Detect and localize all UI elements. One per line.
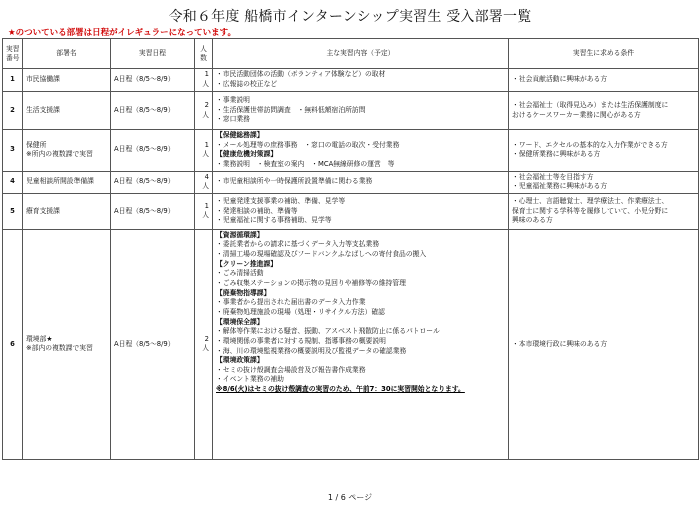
row-number: 4 [3,171,23,193]
training-content: 【保健総務課】 ・メール処理等の庶務事務 ・窓口の電話の取次・受付業務 【健康危機対策課】 ・業務説明 ・検査室の案内 ・MCA無線研修の運営 等 [213,130,509,172]
table-body [3,69,699,460]
table-row [3,130,699,172]
department-name: 児童相談所開設準備課 [23,171,111,193]
schedule: A日程（8/5～8/9） [111,130,195,172]
participant-count: 1人 [195,69,213,92]
row-number: 1 [3,69,23,92]
training-content: ・市児童相談所や一時保護所設置準備に関わる業務 [213,171,509,193]
participant-count: 4人 [195,171,213,193]
table-row [3,69,699,92]
header-department: 部署名 [23,39,111,69]
participant-count: 1人 [195,193,213,229]
department-name: 環境部★ ※部内の複数課で実習 [23,229,111,459]
training-content: 【資源循環課】 ・委託業者からの請求に基づくデータ入力等支払業務 ・清掃工場の現場確認及びフードバンクふなばしへの寄付食品の搬入 【クリーン推進課】 ・ごみ清掃活動 ・ごみ収集ステーションの掲示物の見回りや補修等の維持管理 【廃棄物指導課】 ・事業者から提出された届出書のデータ入力作業 ・廃棄物処理施設の現場（処理・リサイクル方法）確認 【環境保全課】 ・解体等作業における騒音、振動、アスベスト飛散防止に係るパトロール ・環境関係の事業者に対する規制、指導事務の概要説明 ・海、川の環境監視業務の概要説明及び監視データの確認業務 【環境政策課】 ・セミの抜け殻調査会場設営及び報告書作成業務 ・イベント業務の補助 ※8/6(火)はセミの抜け殻調査の実習のため、午前7：30に実習開始となります。 [213,229,509,459]
row-number: 6 [3,229,23,459]
table-header-row [3,39,699,69]
page-title: 令和６年度 船橋市インターンシップ実習生 受入部署一覧 [168,9,532,25]
required-conditions: ・社会貢献活動に興味がある方 [509,69,699,92]
required-conditions: ・社会福祉士（取得見込み）または生活保護制度に おけるケースワーカー業務に関心がある方 [509,92,699,130]
irregular-schedule-note: ★のついている部署は日程がイレギュラーになっています。 [8,28,236,38]
department-name: 保健所 ※所内の複数課で実習 [23,130,111,172]
table-row [3,92,699,130]
header-content: 主な実習内容（予定） [213,39,509,69]
training-content: ・市民活動団体の活動（ボランティア体験など）の取材 ・広報誌の校正など [213,69,509,92]
required-conditions: ・ワード、エクセルの基本的な入力作業ができる方 ・保健所業務に興味がある方 [509,130,699,172]
required-conditions: ・本市環境行政に興味のある方 [509,229,699,459]
schedule: A日程（8/5～8/9） [111,92,195,130]
participant-count: 1人 [195,130,213,172]
department-name: 市民協働課 [23,69,111,92]
header-count: 人数 [195,39,213,69]
row-number: 2 [3,92,23,130]
training-content: ・事業説明 ・生活保護世帯訪問調査 ・無料低額宿泊所訪問 ・窓口業務 [213,92,509,130]
page-number: 1 / 6 ページ [327,493,373,502]
schedule: A日程（8/5～8/9） [111,229,195,459]
header-conditions: 実習生に求める条件 [509,39,699,69]
training-content: ・児童発達支援事業の補助、準備、見学等 ・発達相談の補助、準備等 ・児童福祉に関する事務補助、見学等 [213,193,509,229]
schedule: A日程（8/5～8/9） [111,171,195,193]
table-row [3,193,699,229]
row-number: 3 [3,130,23,172]
table-row [3,229,699,459]
row-number: 5 [3,193,23,229]
department-table [2,38,699,460]
table-row [3,171,699,193]
participant-count: 2人 [195,92,213,130]
department-name: 療育支援課 [23,193,111,229]
required-conditions: ・社会福祉士等を目指す方 ・児童福祉業務に興味がある方 [509,171,699,193]
header-number: 実習 番号 [3,39,23,69]
header-schedule: 実習日程 [111,39,195,69]
required-conditions: ・心理士、言語聴覚士、理学療法士、作業療法士、 保育士に関する学科等を履修していて、小児分野に 興味のある方 [509,193,699,229]
department-name: 生活支援課 [23,92,111,130]
schedule: A日程（8/5～8/9） [111,69,195,92]
participant-count: 2人 [195,229,213,459]
schedule: A日程（8/5～8/9） [111,193,195,229]
